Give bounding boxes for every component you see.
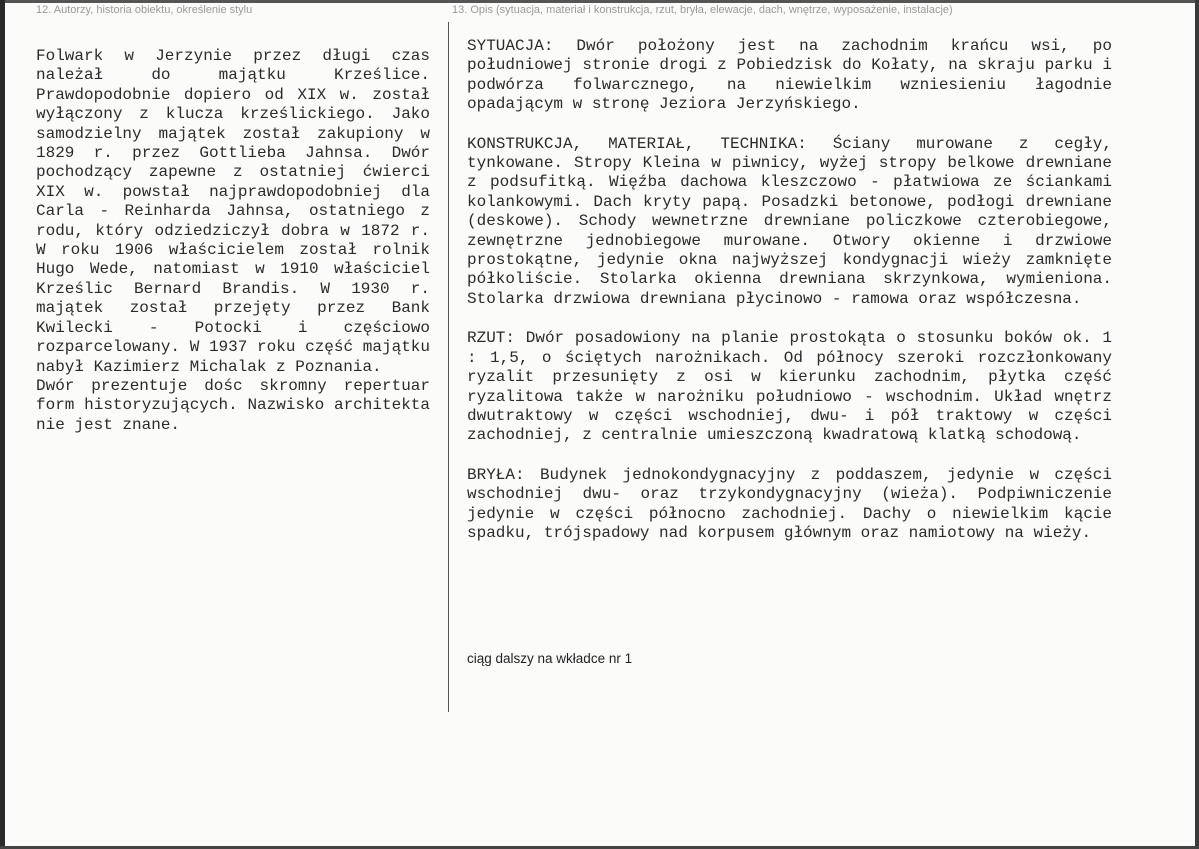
column-divider (448, 22, 449, 712)
scan-edge-right (1195, 0, 1199, 849)
description-bryla: BRYŁA: Budynek jednokondygnacyjny z poddaszem, jedynie w części wschodniej dwu- oraz trzykondygnacyjny (wieża). Podpiwniczenie jedynie w części północno zachodniej. Dachy o niewielkim kącie spadku, trójspadowy nad korpusem głównym oraz namiotowy na wieży. (467, 465, 1112, 542)
history-column (36, 47, 430, 435)
section-12-header: 12. Autorzy, historia obiektu, określenie stylu (36, 4, 253, 16)
description-column (467, 37, 1112, 563)
continuation-note: ciąg dalszy na wkładce nr 1 (467, 651, 633, 666)
description-rzut: RZUT: Dwór posadowiony na planie prostokąta o stosunku boków ok. 1 : 1,5, o ściętych narożnikach. Od północy szeroki rozczłonkowany ryzalit przesunięty z osi w kierunku zachodnim, płytka część ryzalitowa także w narożniku południowo - wschodnim. Układ wnętrz dwutraktowy w części wschodniej, dwu- i pół traktowy w części zachodniej, z centralnie umieszczoną kwadratową klatką schodową. (467, 329, 1112, 445)
scan-edge-left (0, 0, 5, 849)
scan-edge-top (0, 0, 1199, 3)
description-konstrukcja: KONSTRUKCJA, MATERIAŁ, TECHNIKA: Ściany murowane z cegły, tynkowane. Stropy Kleina w piwnicy, wyżej stropy belkowe drewniane z podsufitką. Więźba dachowa kleszczowo - płatwiowa ze ściankami kolankowymi. Dach kryty papą. Posadzki betonowe, podłogi drewniane (deskowe). Schody wewnetrzne drewniane policzkowe czterobiegowe, zewnętrzne jednobiegowe murowane. Otwory okienne i drzwiowe prostokątne, jedynie okna najwyższej kondygnacji wieży zamknięte półkoliście. Stolarka okienna drewniana skrzynkowa, wymieniona. Stolarka drzwiowa drewniana płycinowo - ramowa oraz współczesna. (467, 134, 1112, 308)
history-paragraph-2: Dwór prezentuje dośc skromny repertuar form historyzujących. Nazwisko architekta nie jest znane. (36, 376, 430, 434)
description-sytuacja: SYTUACJA: Dwór położony jest na zachodnim krańcu wsi, po południowej stronie drogi z Pobiedzisk do Kołaty, na skraju parku i podwórza folwarcznego, na niewielkim wzniesieniu łagodnie opadającym w stronę Jeziora Jerzyńskiego. (467, 37, 1112, 114)
history-paragraph-1: Folwark w Jerzynie przez długi czas należał do majątku Krześlice. Prawdopodobnie dopiero od XIX w. został wyłączony z klucza krześlickiego. Jako samodzielny majątek został zakupiony w 1829 r. przez Gottlieba Jahnsa. Dwór pochodzący zapewne z ostatniej ćwierci XIX w. powstał najprawdopodobniej dla Carla - Reinharda Jahnsa, ostatniego z rodu, który odziedziczył dobra w 1872 r. W roku 1906 właścicielem został rolnik Hugo Wede, natomiast w 1910 właściciel Krześlic Bernard Brandis. W 1930 r. majątek został przejęty przez Bank Kwilecki - Potocki i częściowo rozparcelowany. W 1937 roku część majątku nabył Kazimierz Michalak z Poznania. (36, 47, 430, 376)
section-13-header: 13. Opis (sytuacja, materiał i konstrukcja, rzut, bryła, elewacje, dach, wnętrze, wyposażenie, instalacje) (452, 4, 953, 16)
